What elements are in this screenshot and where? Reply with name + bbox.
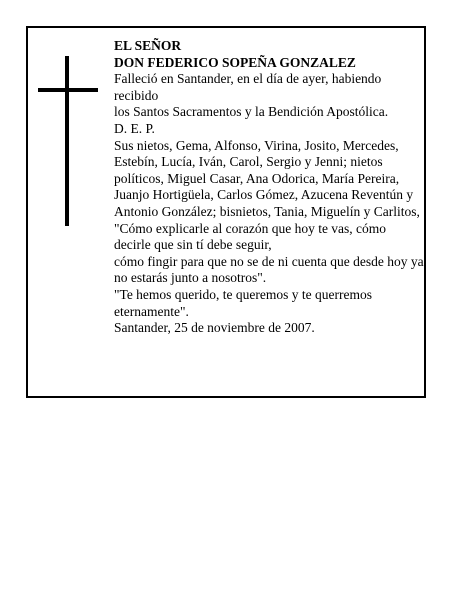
quote-third: "Te hemos querido, te queremos y te querremos eternamente". xyxy=(114,286,372,319)
deceased-name: DON FEDERICO SOPEÑA GONZALEZ xyxy=(114,54,356,70)
quote-first: "Cómo explicarle al corazón que hoy te vas, cómo decirle que sin tí debe seguir, xyxy=(114,220,387,253)
place-date: Santander, 25 de noviembre de 2007. xyxy=(114,320,315,336)
cross-vertical-bar xyxy=(65,56,69,226)
cross-horizontal-bar xyxy=(38,88,98,92)
sacraments-line: los Santos Sacramentos y la Bendición Apostólica. xyxy=(114,104,389,120)
dep-line: D. E. P. xyxy=(114,120,155,136)
quote-second: cómo fingir para que no se de ni cuenta que desde hoy ya no estarás junto a nosotros". xyxy=(114,253,424,286)
obituary-notice xyxy=(26,26,426,398)
family-list: Sus nietos, Gema, Alfonso, Virina, Josito, Mercedes, Estebín, Lucía, Iván, Carol, Sergio y Jenni; nietos políticos, Miguel Casar, Ana Odorica, María Pereira, Juanjo Hortigüela, Carlos Gómez, Azucena Reventún y Antonio González; bisnietos, Tania, Miguelín y Carlitos, xyxy=(114,137,420,219)
cross-icon xyxy=(38,56,98,226)
obituary-text xyxy=(114,38,426,337)
death-announcement: Falleció en Santander, en el día de ayer, habiendo recibido xyxy=(114,71,382,103)
heading-title: EL SEÑOR xyxy=(114,38,182,53)
